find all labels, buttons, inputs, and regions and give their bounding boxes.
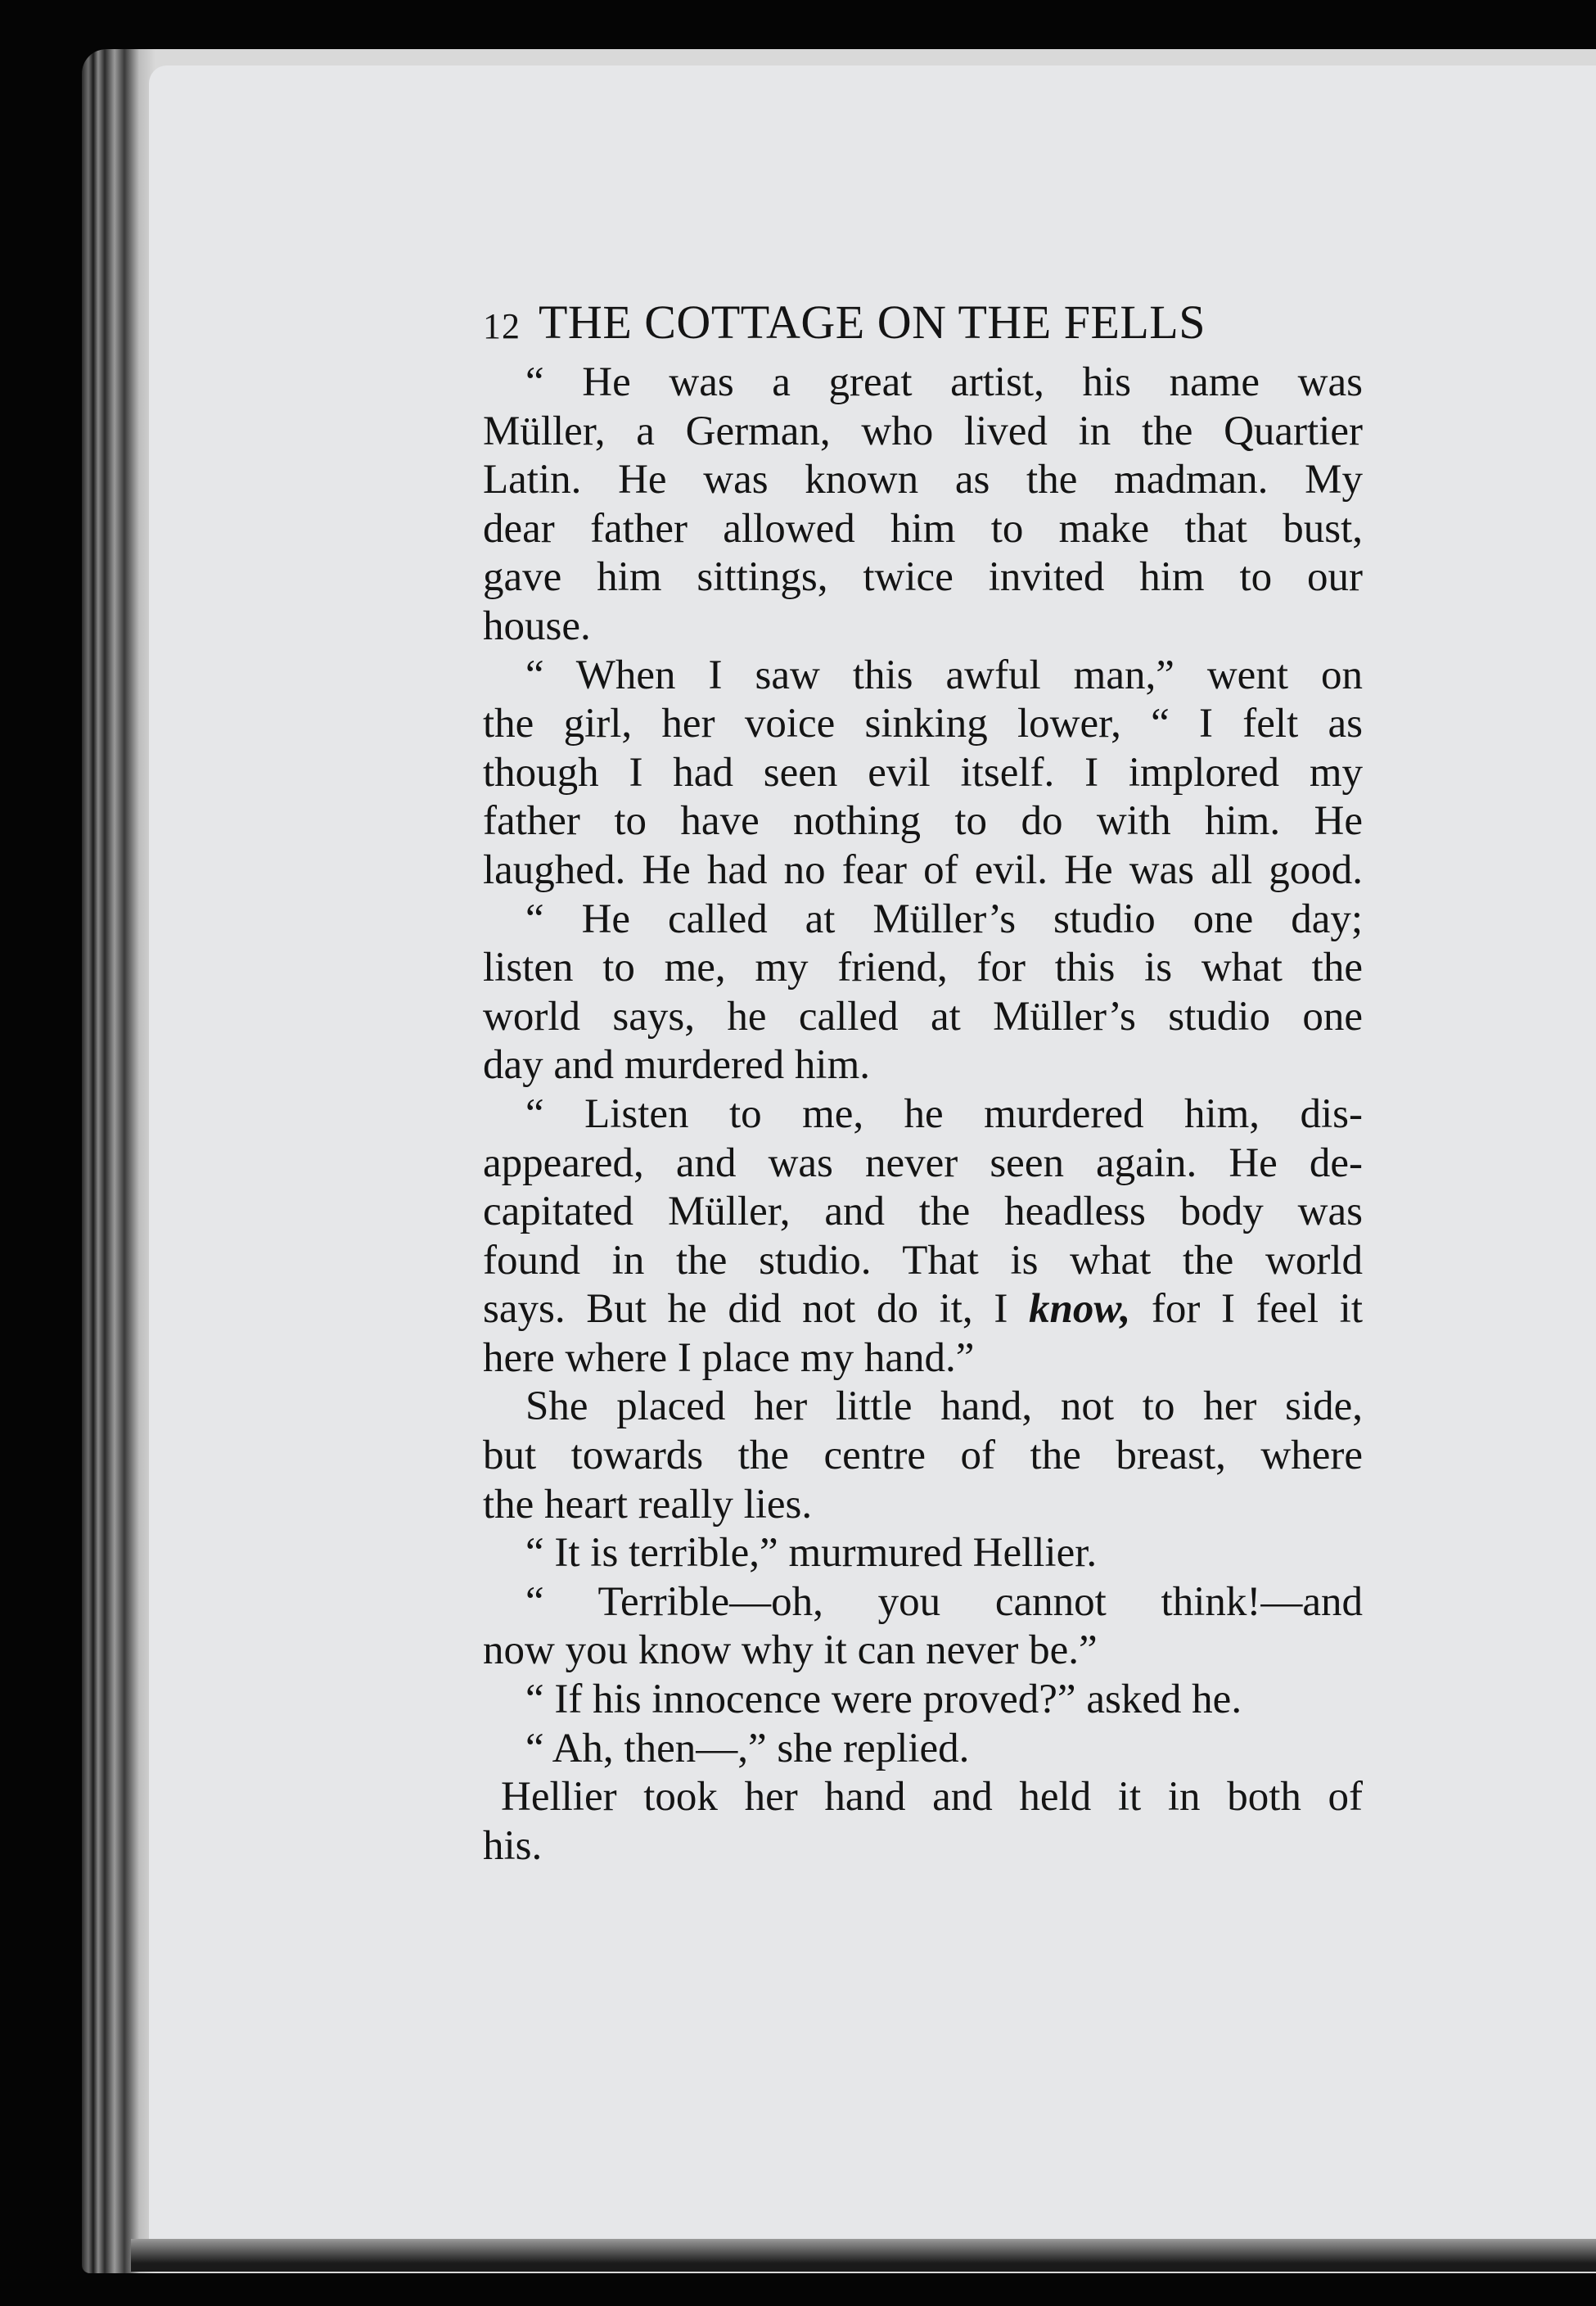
text-line: “ Listen to me, he murdered him, dis- xyxy=(525,1090,1363,1137)
text-line: listen to me, my friend, for this is what the xyxy=(483,945,1363,991)
page-number: 12 xyxy=(483,306,521,346)
text-line xyxy=(483,1285,1363,1334)
emphasized-word: know, xyxy=(1028,1286,1131,1333)
text-line: day and murdered him. xyxy=(483,1042,871,1089)
text-line: the heart really lies. xyxy=(483,1481,813,1528)
text-line: “ He called at Müller’s studio one day; xyxy=(525,896,1363,942)
text-line: his. xyxy=(483,1822,543,1869)
text-line: Hellier took her hand and held it in both of xyxy=(501,1774,1363,1821)
running-title: THE COTTAGE ON THE FELLS xyxy=(539,296,1206,349)
text-line: “ It is terrible,” murmured Hellier. xyxy=(525,1530,1098,1577)
running-head xyxy=(483,287,1363,359)
text-line: house. xyxy=(483,602,591,649)
text-line: found in the studio. That is what the world xyxy=(483,1237,1363,1284)
text-line: gave him sittings, twice invited him to our xyxy=(483,554,1363,601)
text-line: Müller, a German, who lived in the Quartier xyxy=(483,408,1363,454)
text-line: “ Ah, then—,” she replied. xyxy=(525,1725,970,1771)
text-line: world says, he called at Müller’s studio one xyxy=(483,993,1363,1040)
page-bottom-shadow xyxy=(131,2239,1596,2272)
text-line-segment: for I feel it xyxy=(1130,1286,1363,1333)
text-line: capitated Müller, and the headless body was xyxy=(483,1189,1363,1235)
text-line: now you know why it can never be.” xyxy=(483,1627,1098,1674)
text-line: the girl, her voice sinking lower, “ I felt as xyxy=(483,701,1363,747)
text-line: “ When I saw this awful man,” went on xyxy=(525,652,1363,698)
page-text-block xyxy=(483,287,1363,1871)
text-line: “ He was a great artist, his name was xyxy=(525,359,1363,405)
text-line: laughed. He had no fear of evil. He was all good. xyxy=(483,846,1363,893)
text-line: She placed her little hand, not to her side, xyxy=(525,1383,1363,1430)
text-line: “ If his innocence were proved?” asked he. xyxy=(525,1676,1242,1723)
text-line: though I had seen evil itself. I implored my xyxy=(483,749,1363,796)
text-line: Latin. He was known as the madman. My xyxy=(483,457,1363,503)
text-line: dear father allowed him to make that bust, xyxy=(483,505,1363,552)
text-line: “ Terrible—oh, you cannot think!—and xyxy=(525,1578,1363,1625)
text-line: father to have nothing to do with him. He xyxy=(483,798,1363,845)
text-line: but towards the centre of the breast, where xyxy=(483,1433,1363,1479)
text-line: appeared, and was never seen again. He de- xyxy=(483,1139,1363,1186)
text-line-segment: says. But he did not do it, I xyxy=(483,1286,1029,1333)
text-line: here where I place my hand.” xyxy=(483,1334,975,1381)
body-text xyxy=(483,359,1363,1871)
